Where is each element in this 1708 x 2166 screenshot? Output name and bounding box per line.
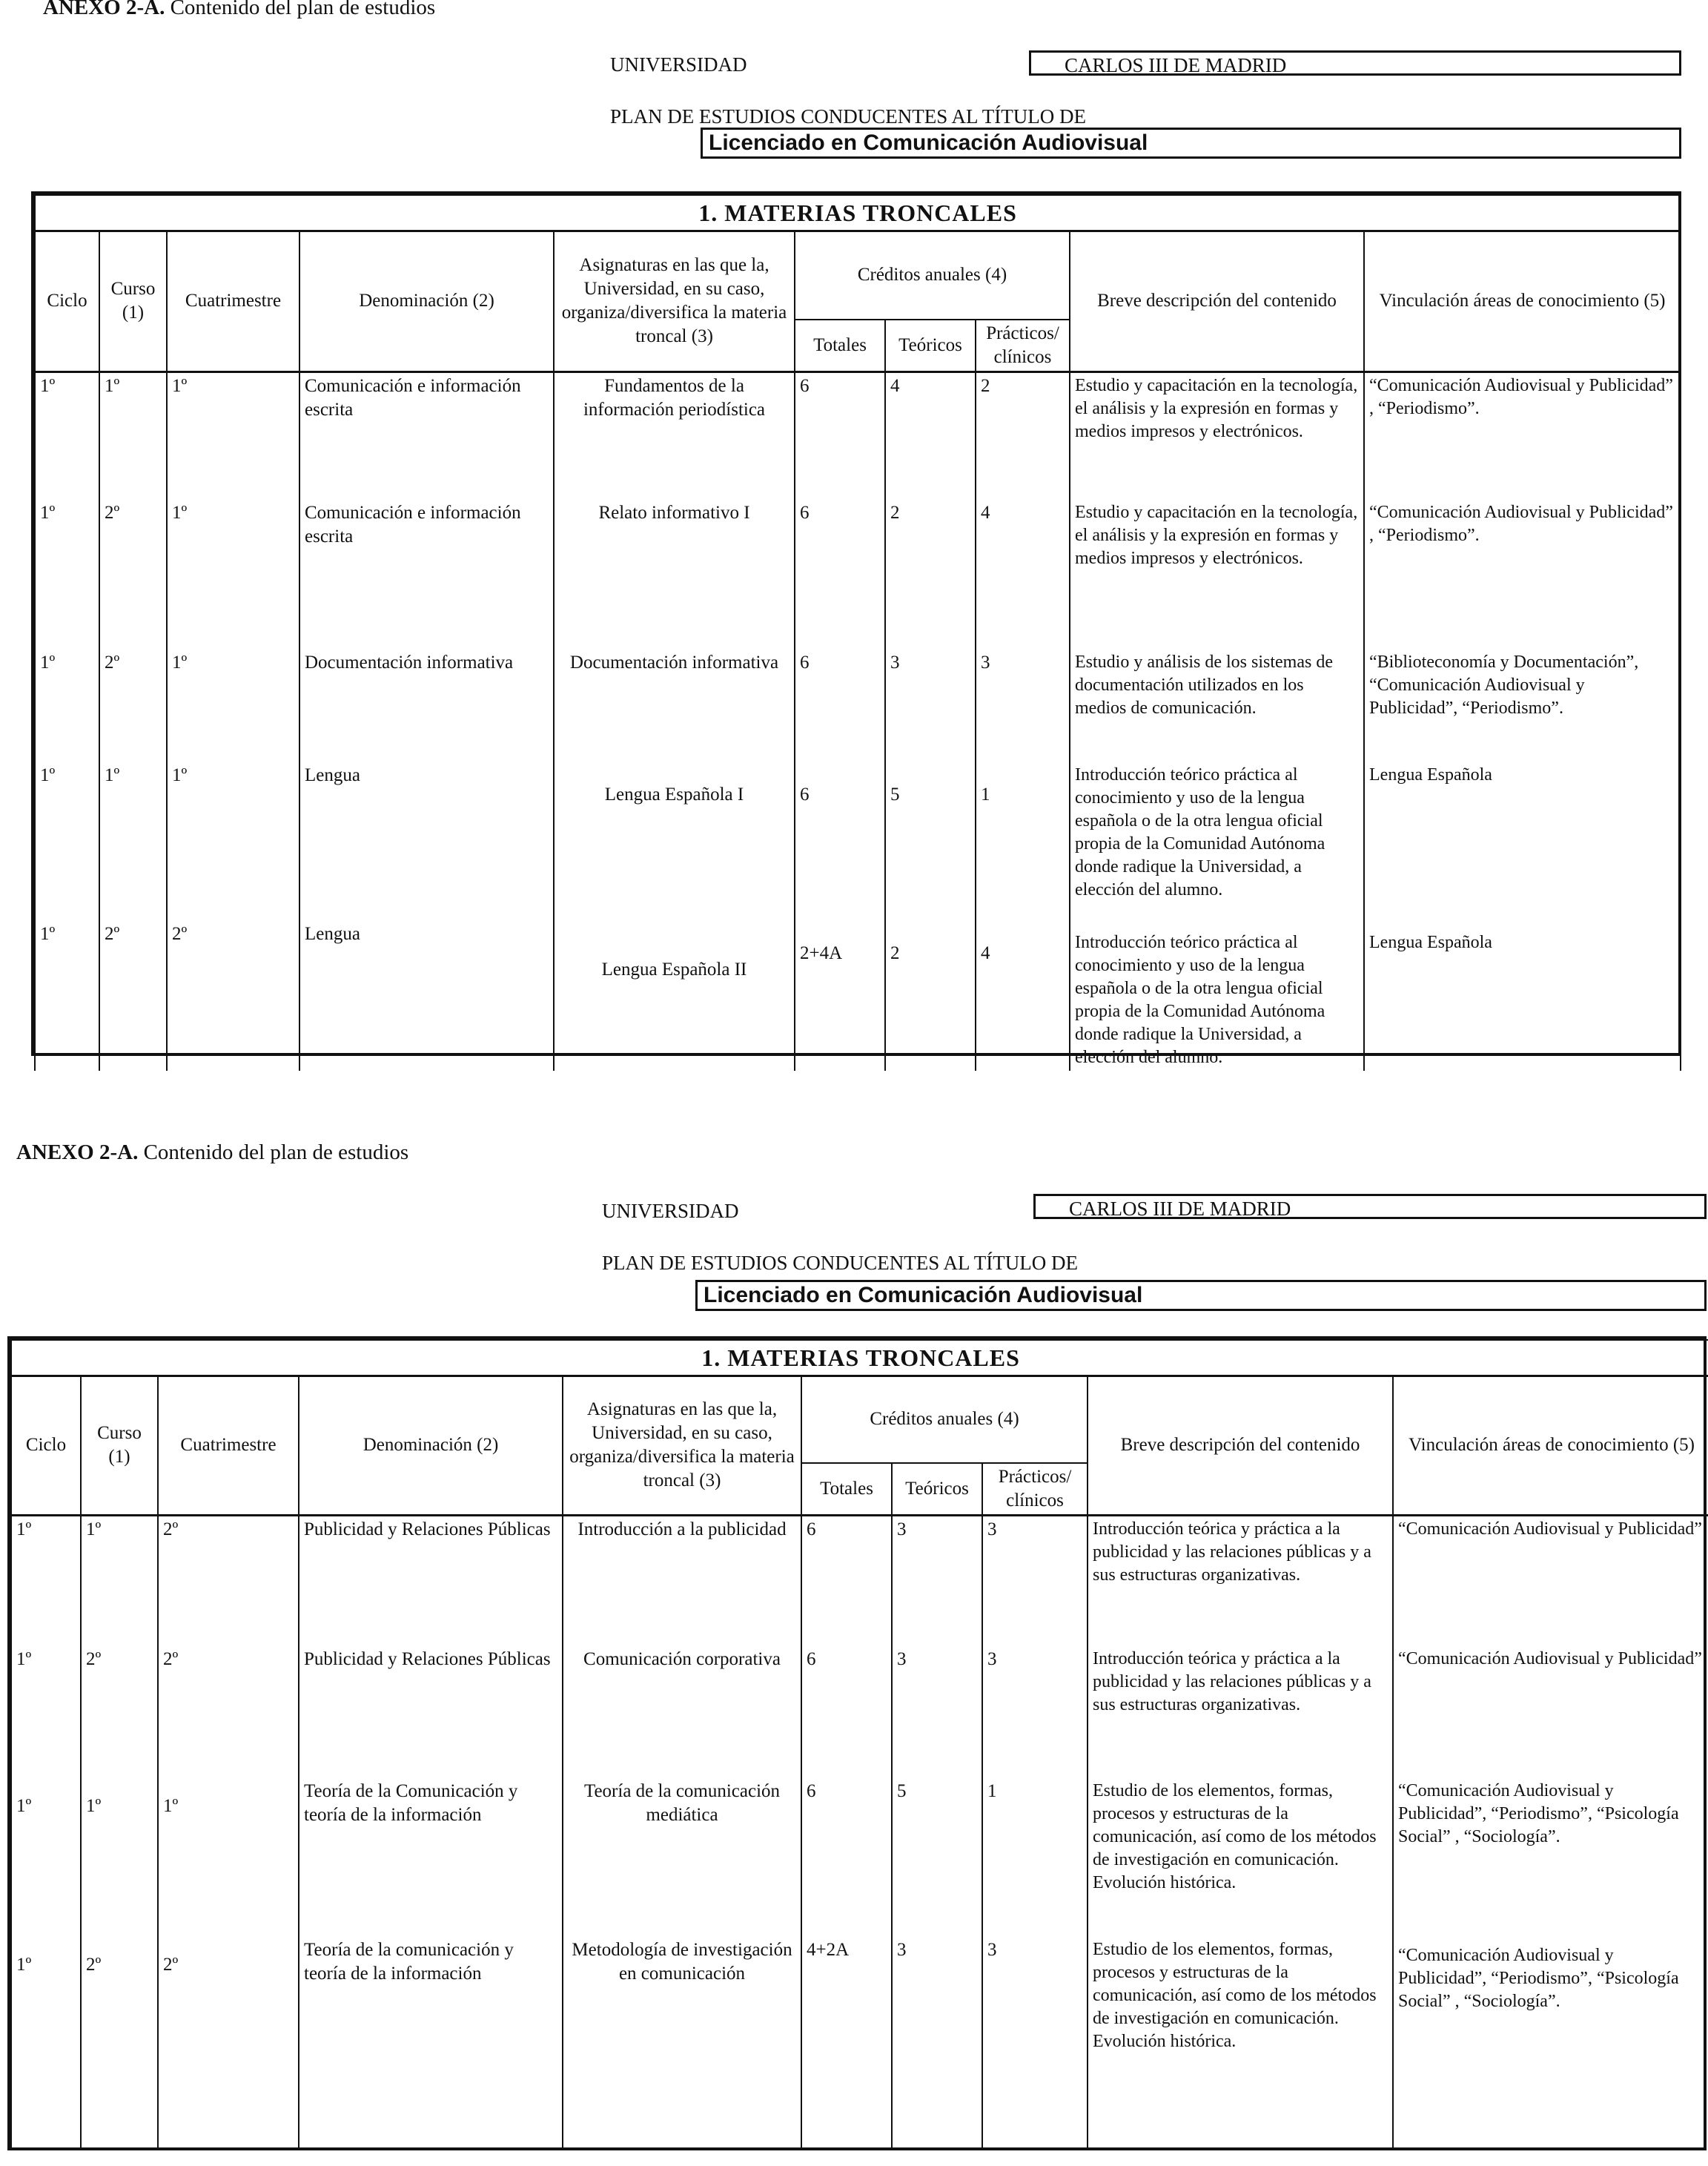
cell-asignatura: Fundamentos de la información periodística — [554, 372, 795, 500]
plan-label: PLAN DE ESTUDIOS CONDUCENTES AL TÍTULO DE — [602, 1252, 1078, 1274]
cell-teoricos: 4 — [885, 372, 976, 500]
header-teoricos: Teóricos — [885, 320, 976, 372]
cell-descripcion: Introducción teórica y práctica a la publicidad y las relaciones públicas y a sus estructuras organizativas. — [1088, 1646, 1393, 1778]
cell-ciclo: 1º — [11, 1778, 81, 1937]
cell-curso: 1º — [99, 372, 167, 500]
cell-ciclo: 1º — [35, 650, 99, 762]
table-row — [11, 1646, 1708, 1778]
cell-curso: 1º — [81, 1516, 158, 1646]
cell-vinculacion: Lengua Española — [1364, 921, 1681, 1071]
cell-cuatrimestre: 1º — [167, 762, 299, 921]
university-value: CARLOS III DE MADRID — [1029, 50, 1681, 76]
cell-vinculacion: “Biblioteconomía y Documentación”, “Comunicación Audiovisual y Publicidad”, “Periodismo”. — [1364, 650, 1681, 762]
header-curso: Curso (1) — [99, 231, 167, 372]
cell-vinculacion: Lengua Española — [1364, 762, 1681, 921]
cell-descripcion: Introducción teórico práctica al conocimiento y uso de la lengua española o de la otra lengua oficial propia de la Comunidad Autónoma donde radique la Universidad, a elección del alumno. — [1070, 762, 1364, 921]
header-asignaturas: Asignaturas en las que la, Universidad, en su caso, organiza/diversifica la materia troncal (3) — [563, 1376, 801, 1516]
header-ciclo: Ciclo — [11, 1376, 81, 1516]
cell-curso: 2º — [81, 1937, 158, 2148]
cell-teoricos: 3 — [892, 1646, 982, 1778]
cell-practicos: 1 — [982, 1778, 1088, 1937]
cell-descripcion: Estudio y capacitación en la tecnología, el análisis y la expresión en formas y medios impresos y electrónicos. — [1070, 372, 1364, 500]
table-caption: 1. MATERIAS TRONCALES — [11, 1340, 1708, 1376]
cell-denominacion: Publicidad y Relaciones Públicas — [299, 1646, 563, 1778]
cell-ciclo: 1º — [35, 372, 99, 500]
cell-curso: 2º — [99, 500, 167, 650]
cell-totales: 6 — [801, 1516, 892, 1646]
cell-asignatura: Documentación informativa — [554, 650, 795, 762]
table-row — [35, 762, 1681, 921]
cell-practicos: 2 — [976, 372, 1070, 500]
annex-heading-rest: Contenido del plan de estudios — [165, 0, 436, 19]
cell-denominacion: Teoría de la comunicación y teoría de la información — [299, 1937, 563, 2148]
header-denominacion: Denominación (2) — [299, 231, 554, 372]
cell-asignatura: Lengua Española I — [554, 762, 795, 921]
cell-asignatura: Relato informativo I — [554, 500, 795, 650]
university-label: UNIVERSIDAD — [610, 53, 747, 76]
cell-totales: 6 — [795, 500, 885, 650]
cell-teoricos: 2 — [885, 921, 976, 1071]
cell-denominacion: Lengua — [299, 921, 554, 1071]
cell-practicos: 4 — [976, 921, 1070, 1071]
header-totales: Totales — [801, 1463, 892, 1516]
cell-practicos: 3 — [982, 1646, 1088, 1778]
cell-curso: 2º — [99, 921, 167, 1071]
cell-vinculacion: “Comunicación Audiovisual y Publicidad” — [1393, 1516, 1708, 1646]
cell-ciclo: 1º — [11, 1516, 81, 1646]
university-value: CARLOS III DE MADRID — [1033, 1194, 1707, 1219]
header-vinculacion: Vinculación áreas de conocimiento (5) — [1393, 1376, 1708, 1516]
cell-totales: 6 — [795, 762, 885, 921]
table-row — [35, 650, 1681, 762]
header-descripcion: Breve descripción del contenido — [1088, 1376, 1393, 1516]
cell-asignatura: Teoría de la comunicación mediática — [563, 1778, 801, 1937]
cell-totales: 6 — [795, 372, 885, 500]
cell-vinculacion: “Comunicación Audiovisual y Publicidad”, “Periodismo”, “Psicología Social” , “Sociología”. — [1393, 1937, 1708, 2148]
degree-title: Licenciado en Comunicación Audiovisual — [695, 1280, 1707, 1311]
cell-totales: 2+4A — [795, 921, 885, 1071]
table-row — [35, 372, 1681, 500]
cell-vinculacion: “Comunicación Audiovisual y Publicidad”, “Periodismo”, “Psicología Social” , “Sociología”. — [1393, 1778, 1708, 1937]
cell-descripcion: Estudio y análisis de los sistemas de documentación utilizados en los medios de comunicación. — [1070, 650, 1364, 762]
table-row — [11, 1937, 1708, 2148]
cell-vinculacion: “Comunicación Audiovisual y Publicidad” , “Periodismo”. — [1364, 372, 1681, 500]
cell-asignatura: Lengua Española II — [554, 921, 795, 1071]
cell-practicos: 1 — [976, 762, 1070, 921]
cell-asignatura: Metodología de investigación en comunicación — [563, 1937, 801, 2148]
cell-cuatrimestre: 1º — [158, 1778, 299, 1937]
annex-heading-bold: ANEXO 2-A. — [16, 1140, 139, 1164]
cell-descripcion: Introducción teórico práctica al conocimiento y uso de la lengua española o de la otra lengua oficial propia de la Comunidad Autónoma donde radique la Universidad, a elección del alumno. — [1070, 921, 1364, 1071]
cell-totales: 6 — [801, 1646, 892, 1778]
cell-practicos: 3 — [982, 1937, 1088, 2148]
university-label: UNIVERSIDAD — [602, 1200, 739, 1222]
header-practicos: Prácticos/ clínicos — [976, 320, 1070, 372]
header-asignaturas: Asignaturas en las que la, Universidad, en su caso, organiza/diversifica la materia troncal (3) — [554, 231, 795, 372]
annex-heading-rest: Contenido del plan de estudios — [138, 1140, 409, 1164]
header-teoricos: Teóricos — [892, 1463, 982, 1516]
header-descripcion: Breve descripción del contenido — [1070, 231, 1364, 372]
cell-cuatrimestre: 2º — [167, 921, 299, 1071]
cell-ciclo: 1º — [35, 762, 99, 921]
cell-denominacion: Publicidad y Relaciones Públicas — [299, 1516, 563, 1646]
cell-totales: 6 — [795, 650, 885, 762]
plan-label: PLAN DE ESTUDIOS CONDUCENTES AL TÍTULO DE — [610, 105, 1086, 128]
table-row — [11, 1516, 1708, 1646]
header-vinculacion: Vinculación áreas de conocimiento (5) — [1364, 231, 1681, 372]
cell-teoricos: 5 — [892, 1778, 982, 1937]
header-totales: Totales — [795, 320, 885, 372]
cell-asignatura: Introducción a la publicidad — [563, 1516, 801, 1646]
cell-vinculacion: “Comunicación Audiovisual y Publicidad” — [1393, 1646, 1708, 1778]
cell-curso: 1º — [99, 762, 167, 921]
header-cuatrimestre: Cuatrimestre — [167, 231, 299, 372]
header-creditos: Créditos anuales (4) — [801, 1376, 1088, 1463]
cell-teoricos: 3 — [892, 1937, 982, 2148]
cell-denominacion: Lengua — [299, 762, 554, 921]
cell-vinculacion: “Comunicación Audiovisual y Publicidad” , “Periodismo”. — [1364, 500, 1681, 650]
cell-teoricos: 3 — [892, 1516, 982, 1646]
cell-ciclo: 1º — [35, 921, 99, 1071]
materias-troncales-table — [31, 191, 1681, 1067]
cell-descripcion: Estudio de los elementos, formas, procesos y estructuras de la comunicación, así como de los métodos de investigación en comunicación. Evolución histórica. — [1088, 1937, 1393, 2148]
cell-ciclo: 1º — [35, 500, 99, 650]
cell-curso: 2º — [99, 650, 167, 762]
cell-curso: 1º — [81, 1778, 158, 1937]
cell-descripcion: Estudio y capacitación en la tecnología, el análisis y la expresión en formas y medios impresos y electrónicos. — [1070, 500, 1364, 650]
cell-cuatrimestre: 1º — [167, 500, 299, 650]
cell-descripcion: Introducción teórica y práctica a la publicidad y las relaciones públicas y a sus estructuras organizativas. — [1088, 1516, 1393, 1646]
cell-cuatrimestre: 2º — [158, 1937, 299, 2148]
cell-totales: 4+2A — [801, 1937, 892, 2148]
cell-denominacion: Comunicación e información escrita — [299, 500, 554, 650]
header-denominacion: Denominación (2) — [299, 1376, 563, 1516]
cell-teoricos: 5 — [885, 762, 976, 921]
cell-cuatrimestre: 2º — [158, 1646, 299, 1778]
cell-teoricos: 3 — [885, 650, 976, 762]
cell-teoricos: 2 — [885, 500, 976, 650]
table-row — [11, 1778, 1708, 1937]
header-practicos: Prácticos/ clínicos — [982, 1463, 1088, 1516]
cell-ciclo: 1º — [11, 1937, 81, 2148]
header-ciclo: Ciclo — [35, 231, 99, 372]
table-row — [35, 500, 1681, 650]
cell-curso: 2º — [81, 1646, 158, 1778]
cell-ciclo: 1º — [11, 1646, 81, 1778]
annex-heading — [16, 1140, 408, 1165]
cell-cuatrimestre: 1º — [167, 650, 299, 762]
annex-heading — [43, 0, 435, 20]
cell-practicos: 3 — [976, 650, 1070, 762]
header-creditos: Créditos anuales (4) — [795, 231, 1070, 320]
annex-heading-bold: ANEXO 2-A. — [43, 0, 165, 19]
cell-cuatrimestre: 1º — [167, 372, 299, 500]
cell-descripcion: Estudio de los elementos, formas, procesos y estructuras de la comunicación, así como de los métodos de investigación en comunicación. Evolución histórica. — [1088, 1778, 1393, 1937]
cell-practicos: 3 — [982, 1516, 1088, 1646]
degree-title: Licenciado en Comunicación Audiovisual — [701, 128, 1681, 159]
cell-practicos: 4 — [976, 500, 1070, 650]
materias-troncales-table — [7, 1336, 1707, 2150]
header-curso: Curso (1) — [81, 1376, 158, 1516]
cell-denominacion: Documentación informativa — [299, 650, 554, 762]
cell-denominacion: Teoría de la Comunicación y teoría de la información — [299, 1778, 563, 1937]
cell-cuatrimestre: 2º — [158, 1516, 299, 1646]
table-row — [35, 921, 1681, 1071]
cell-totales: 6 — [801, 1778, 892, 1937]
cell-asignatura: Comunicación corporativa — [563, 1646, 801, 1778]
header-cuatrimestre: Cuatrimestre — [158, 1376, 299, 1516]
table-caption: 1. MATERIAS TRONCALES — [35, 195, 1681, 231]
cell-denominacion: Comunicación e información escrita — [299, 372, 554, 500]
